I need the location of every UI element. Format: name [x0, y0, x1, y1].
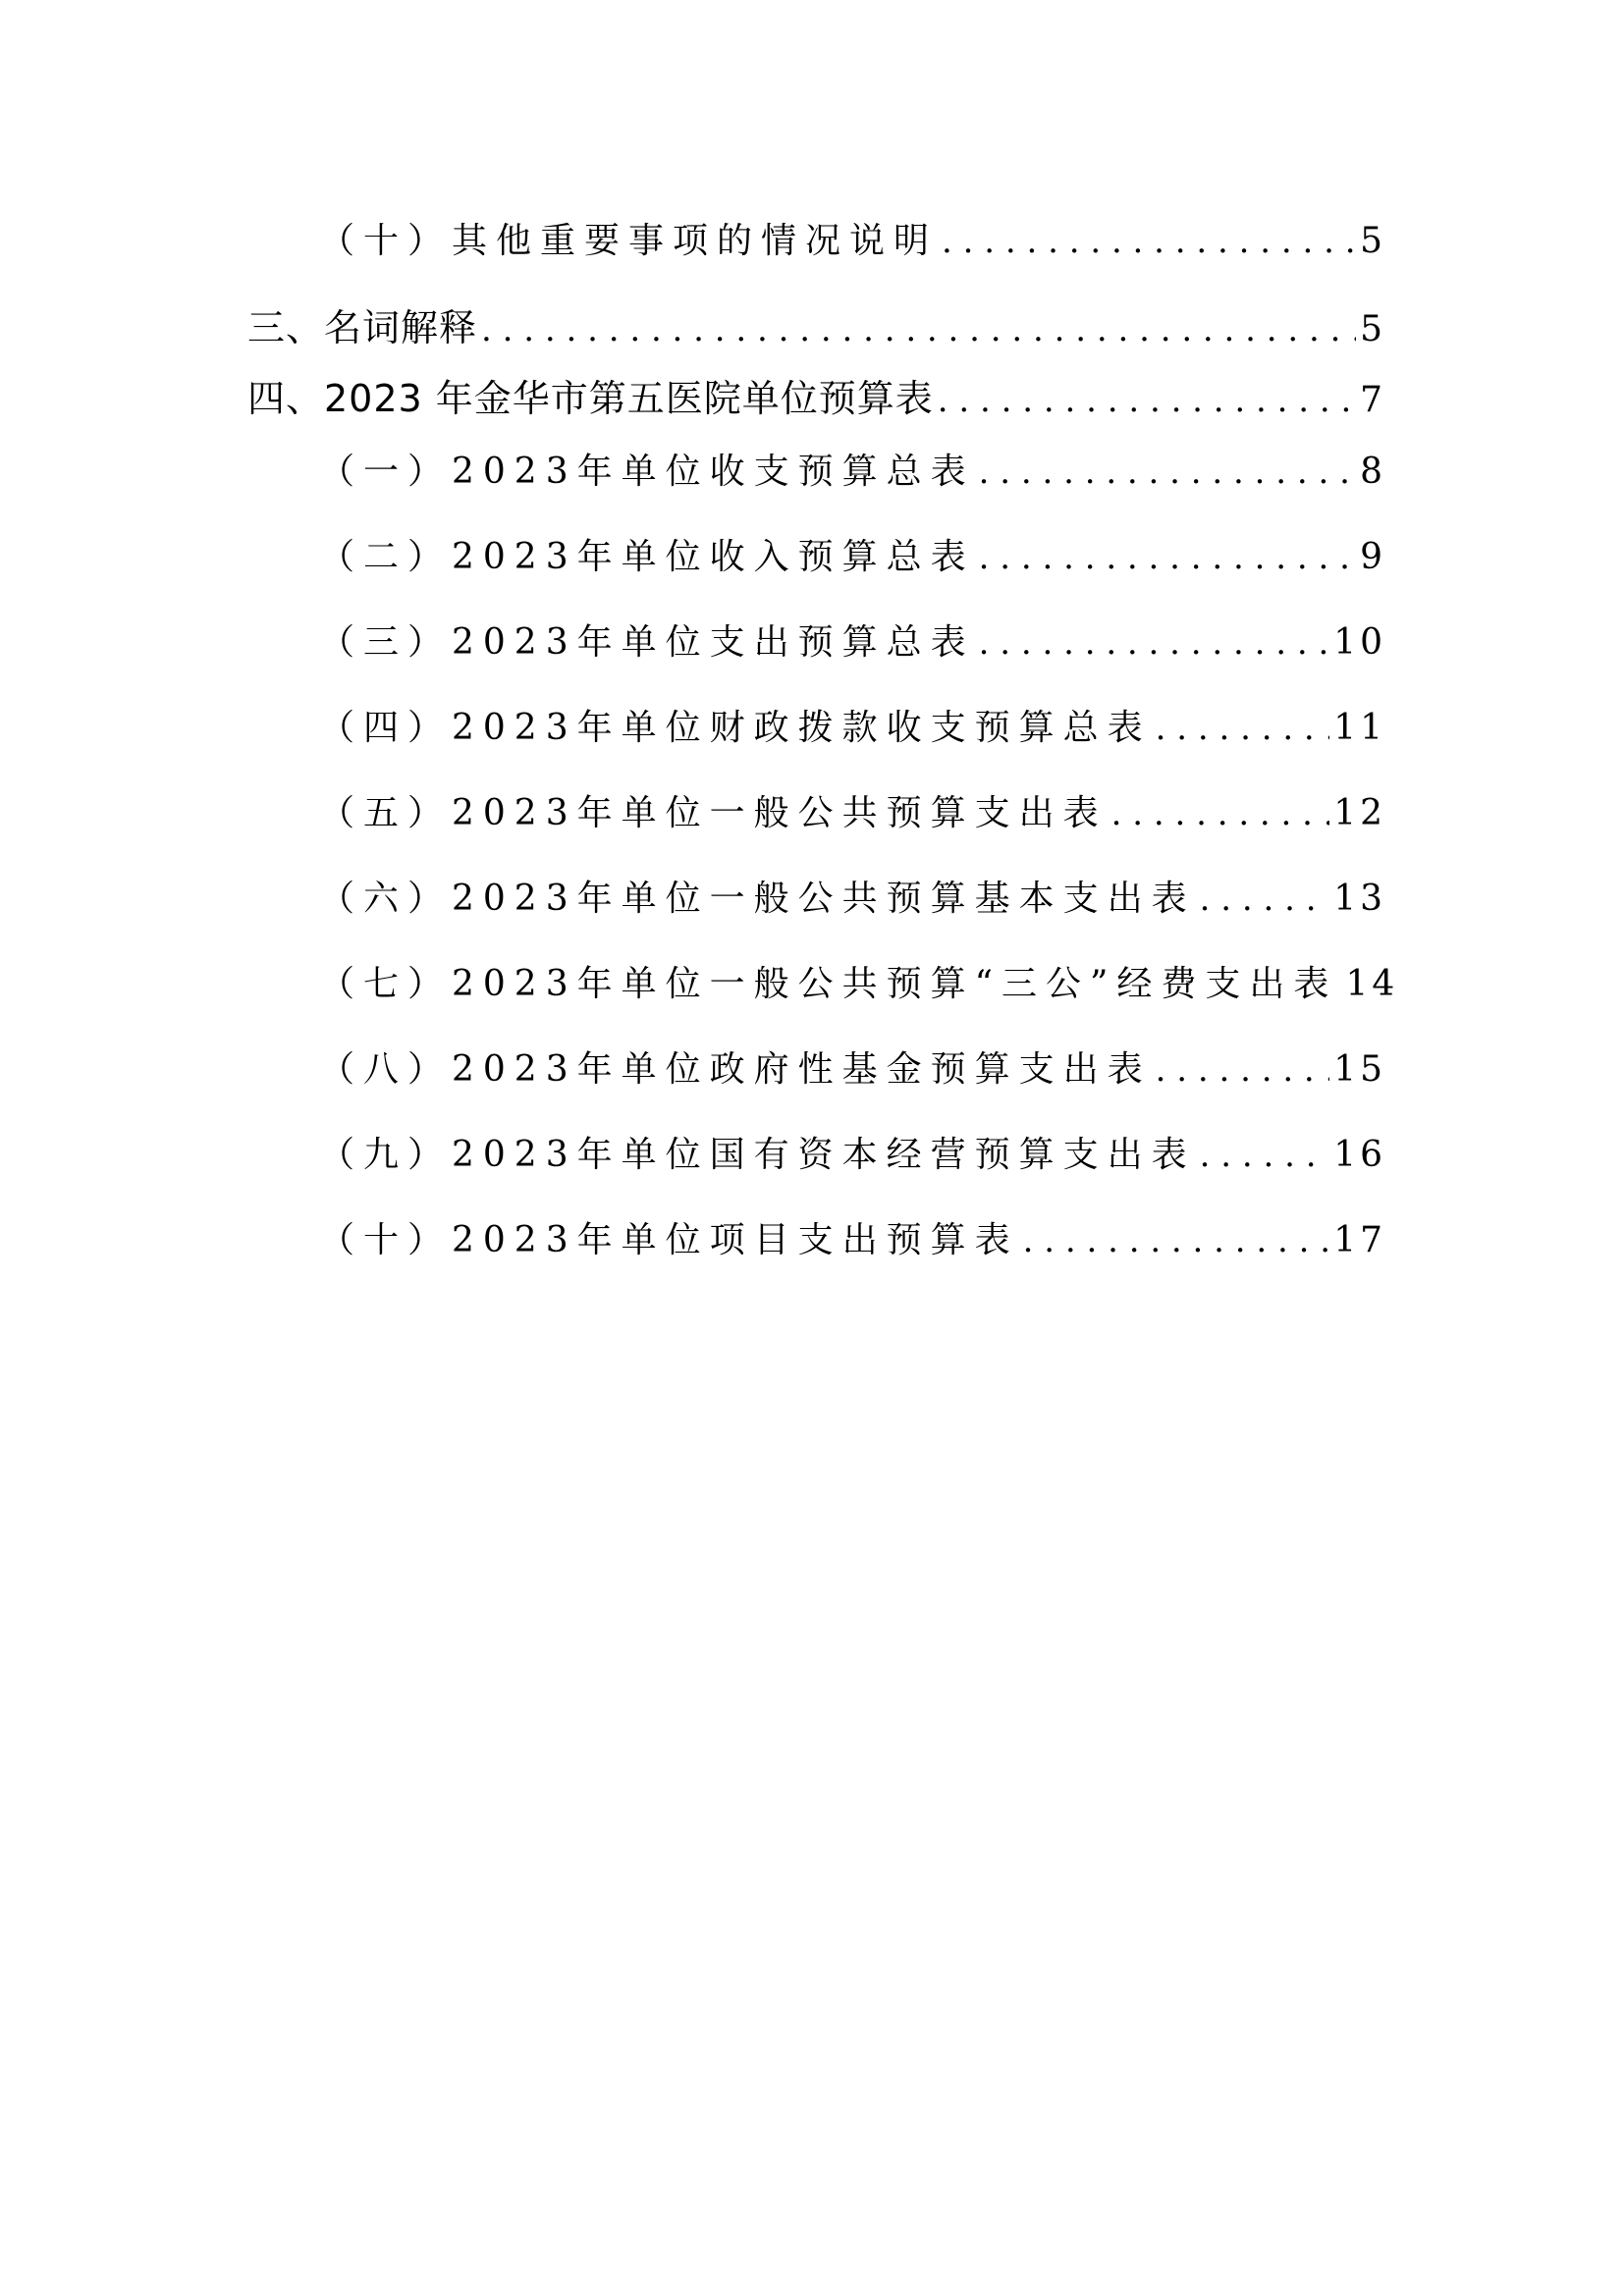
toc-entry-glossary	[247, 300, 1386, 355]
toc-dot-leader	[1200, 1128, 1330, 1183]
toc-entry-table-6	[319, 872, 1386, 927]
toc-dot-leader	[942, 214, 1356, 269]
toc-entry-title: （三）2023年单位支出预算总表	[319, 622, 975, 663]
toc-entry-title: （二）2023年单位收入预算总表	[319, 537, 975, 577]
toc-page-number: 8	[1360, 452, 1386, 492]
toc-page-number: 16	[1333, 1135, 1386, 1175]
toc-page-number: 15	[1333, 1049, 1386, 1090]
toc-entry-table-10	[319, 1213, 1386, 1268]
toc-dot-leader	[1156, 701, 1330, 756]
toc-page-number: 17	[1333, 1220, 1386, 1260]
toc-dot-leader	[979, 445, 1356, 500]
toc-dot-leader	[979, 615, 1330, 670]
toc-entry-table-8	[319, 1042, 1386, 1097]
toc-entry-other-important-matters	[319, 214, 1386, 269]
toc-entry-title: （八）2023年单位政府性基金预算支出表	[319, 1049, 1152, 1090]
toc-entry-title: （五）2023年单位一般公共预算支出表	[319, 793, 1108, 833]
toc-entry-title: （十）其他重要事项的情况说明	[319, 221, 939, 261]
toc-page-number: 10	[1333, 622, 1386, 663]
toc-entry-table-3	[319, 615, 1386, 670]
toc-page-number: 12	[1333, 793, 1386, 833]
toc-entry-title: （一）2023年单位收支预算总表	[319, 452, 975, 492]
toc-entry-table-9	[319, 1128, 1386, 1183]
toc-entry-table-4	[319, 701, 1386, 756]
toc-dot-leader	[1111, 786, 1330, 841]
toc-dot-leader	[1023, 1213, 1330, 1268]
toc-page-number: 9	[1360, 537, 1386, 577]
toc-page-number: 5	[1360, 221, 1386, 261]
toc-dot-leader	[481, 302, 1356, 357]
toc-entry-table-1	[319, 445, 1386, 500]
toc-entry-title: （十）2023年单位项目支出预算表	[319, 1220, 1019, 1260]
toc-page-number: 14	[1345, 964, 1399, 1004]
toc-dot-leader	[1156, 1042, 1330, 1097]
toc-dot-leader	[938, 373, 1356, 428]
toc-entry-table-5	[319, 786, 1386, 841]
toc-page-number: 7	[1360, 380, 1386, 420]
toc-page-number: 11	[1333, 708, 1386, 748]
toc-entry-title: （四）2023年单位财政拨款收支预算总表	[319, 708, 1152, 748]
toc-page-number: 13	[1333, 879, 1386, 919]
toc-entry-budget-tables	[247, 371, 1386, 426]
toc-dot-leader	[979, 530, 1356, 585]
toc-entry-title: 四、2023 年金华市第五医院单位预算表	[247, 377, 934, 420]
toc-entry-title: （九）2023年单位国有资本经营预算支出表	[319, 1135, 1196, 1175]
toc-dot-leader	[1200, 872, 1330, 927]
toc-entry-title: 三、名词解释	[247, 306, 478, 349]
toc-entry-table-7	[319, 957, 1399, 1012]
toc-page-number: 5	[1360, 309, 1386, 349]
toc-entry-title: （七）2023年单位一般公共预算“三公”经费支出表	[319, 964, 1338, 1004]
toc-entry-title: （六）2023年单位一般公共预算基本支出表	[319, 879, 1196, 919]
toc-entry-table-2	[319, 530, 1386, 585]
